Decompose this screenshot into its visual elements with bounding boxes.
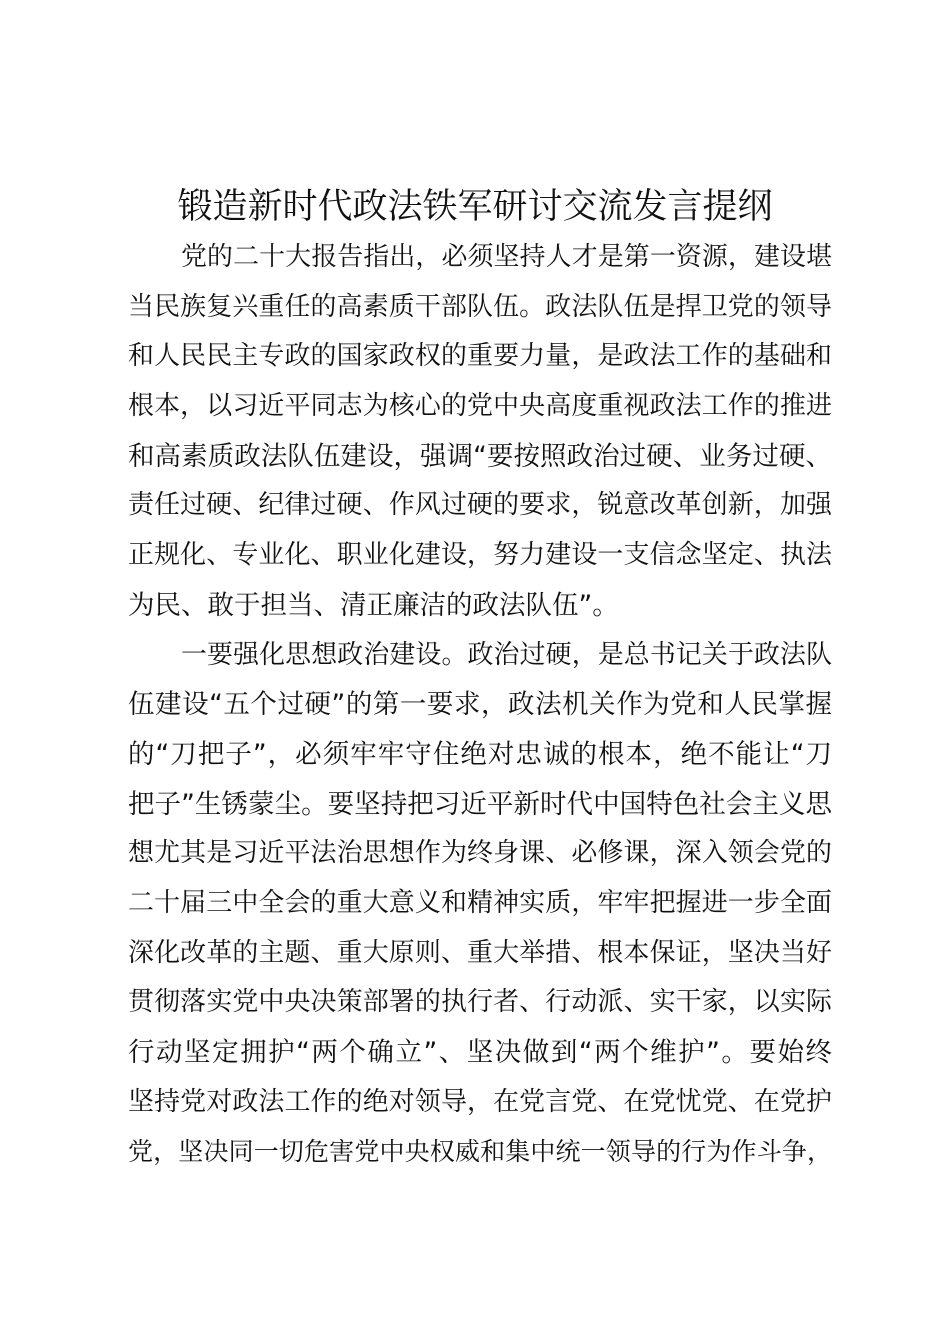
text-line: 责任过硬、纪律过硬、作风过硬的要求，锐意改革创新，加强 xyxy=(128,490,832,521)
text-line: 坚持党对政法工作的绝对领导，在党言党、在党忧党、在党护 xyxy=(128,1086,832,1117)
paragraph-1 xyxy=(128,233,832,631)
text-line: 想尤其是习近平法治思想作为终身课、必修课，深入领会党的 xyxy=(128,838,832,869)
text-line: 二十届三中全会的重大意义和精神实质，牢牢把握进一步全面 xyxy=(128,887,832,918)
text-line: 根本，以习近平同志为核心的党中央高度重视政法工作的推进 xyxy=(128,391,832,422)
text-line: 当民族复兴重任的高素质干部队伍。政法队伍是捍卫党的领导 xyxy=(128,291,832,322)
text-line: 的“刀把子”，必须牢牢守住绝对忠诚的根本，绝不能让“刀 xyxy=(128,738,832,770)
text-line: 深化改革的主题、重大原则、重大举措、根本保证，坚决当好 xyxy=(128,937,832,968)
text-line: 为民、敢于担当、清正廉洁的政法队伍”。 xyxy=(128,589,619,621)
text-line: 党，坚决同一切危害党中央权威和集中统一领导的行为作斗争， xyxy=(128,1137,832,1167)
text-line: 贯彻落实党中央决策部署的执行者、行动派、实干家，以实际 xyxy=(128,987,832,1018)
text-line: 和高素质政法队伍建设，强调“要按照政治过硬、业务过硬、 xyxy=(128,440,832,472)
text-line: 党的二十大报告指出，必须坚持人才是第一资源，建设堪 xyxy=(181,242,832,272)
text-line: 行动坚定拥护“两个确立”、坚决做到“两个维护”。要始终 xyxy=(128,1037,832,1068)
text-line: 伍建设“五个过硬”的第一要求，政法机关作为党和人民掌握 xyxy=(128,689,832,721)
text-line: 正规化、专业化、职业化建设，努力建设一支信念坚定、执法 xyxy=(128,540,832,571)
paragraph-2 xyxy=(128,631,832,1178)
document-title: 锻造新时代政法铁军研讨交流发言提纲 xyxy=(177,187,773,227)
text-line: 和人民民主专政的国家政权的重要力量，是政法工作的基础和 xyxy=(128,341,832,372)
text-line: 把子”生锈蒙尘。要坚持把习近平新时代中国特色社会主义思 xyxy=(128,788,832,820)
document-body xyxy=(128,233,832,1177)
text-line: 一要强化思想政治建设。政治过硬，是总书记关于政法队 xyxy=(181,639,832,670)
